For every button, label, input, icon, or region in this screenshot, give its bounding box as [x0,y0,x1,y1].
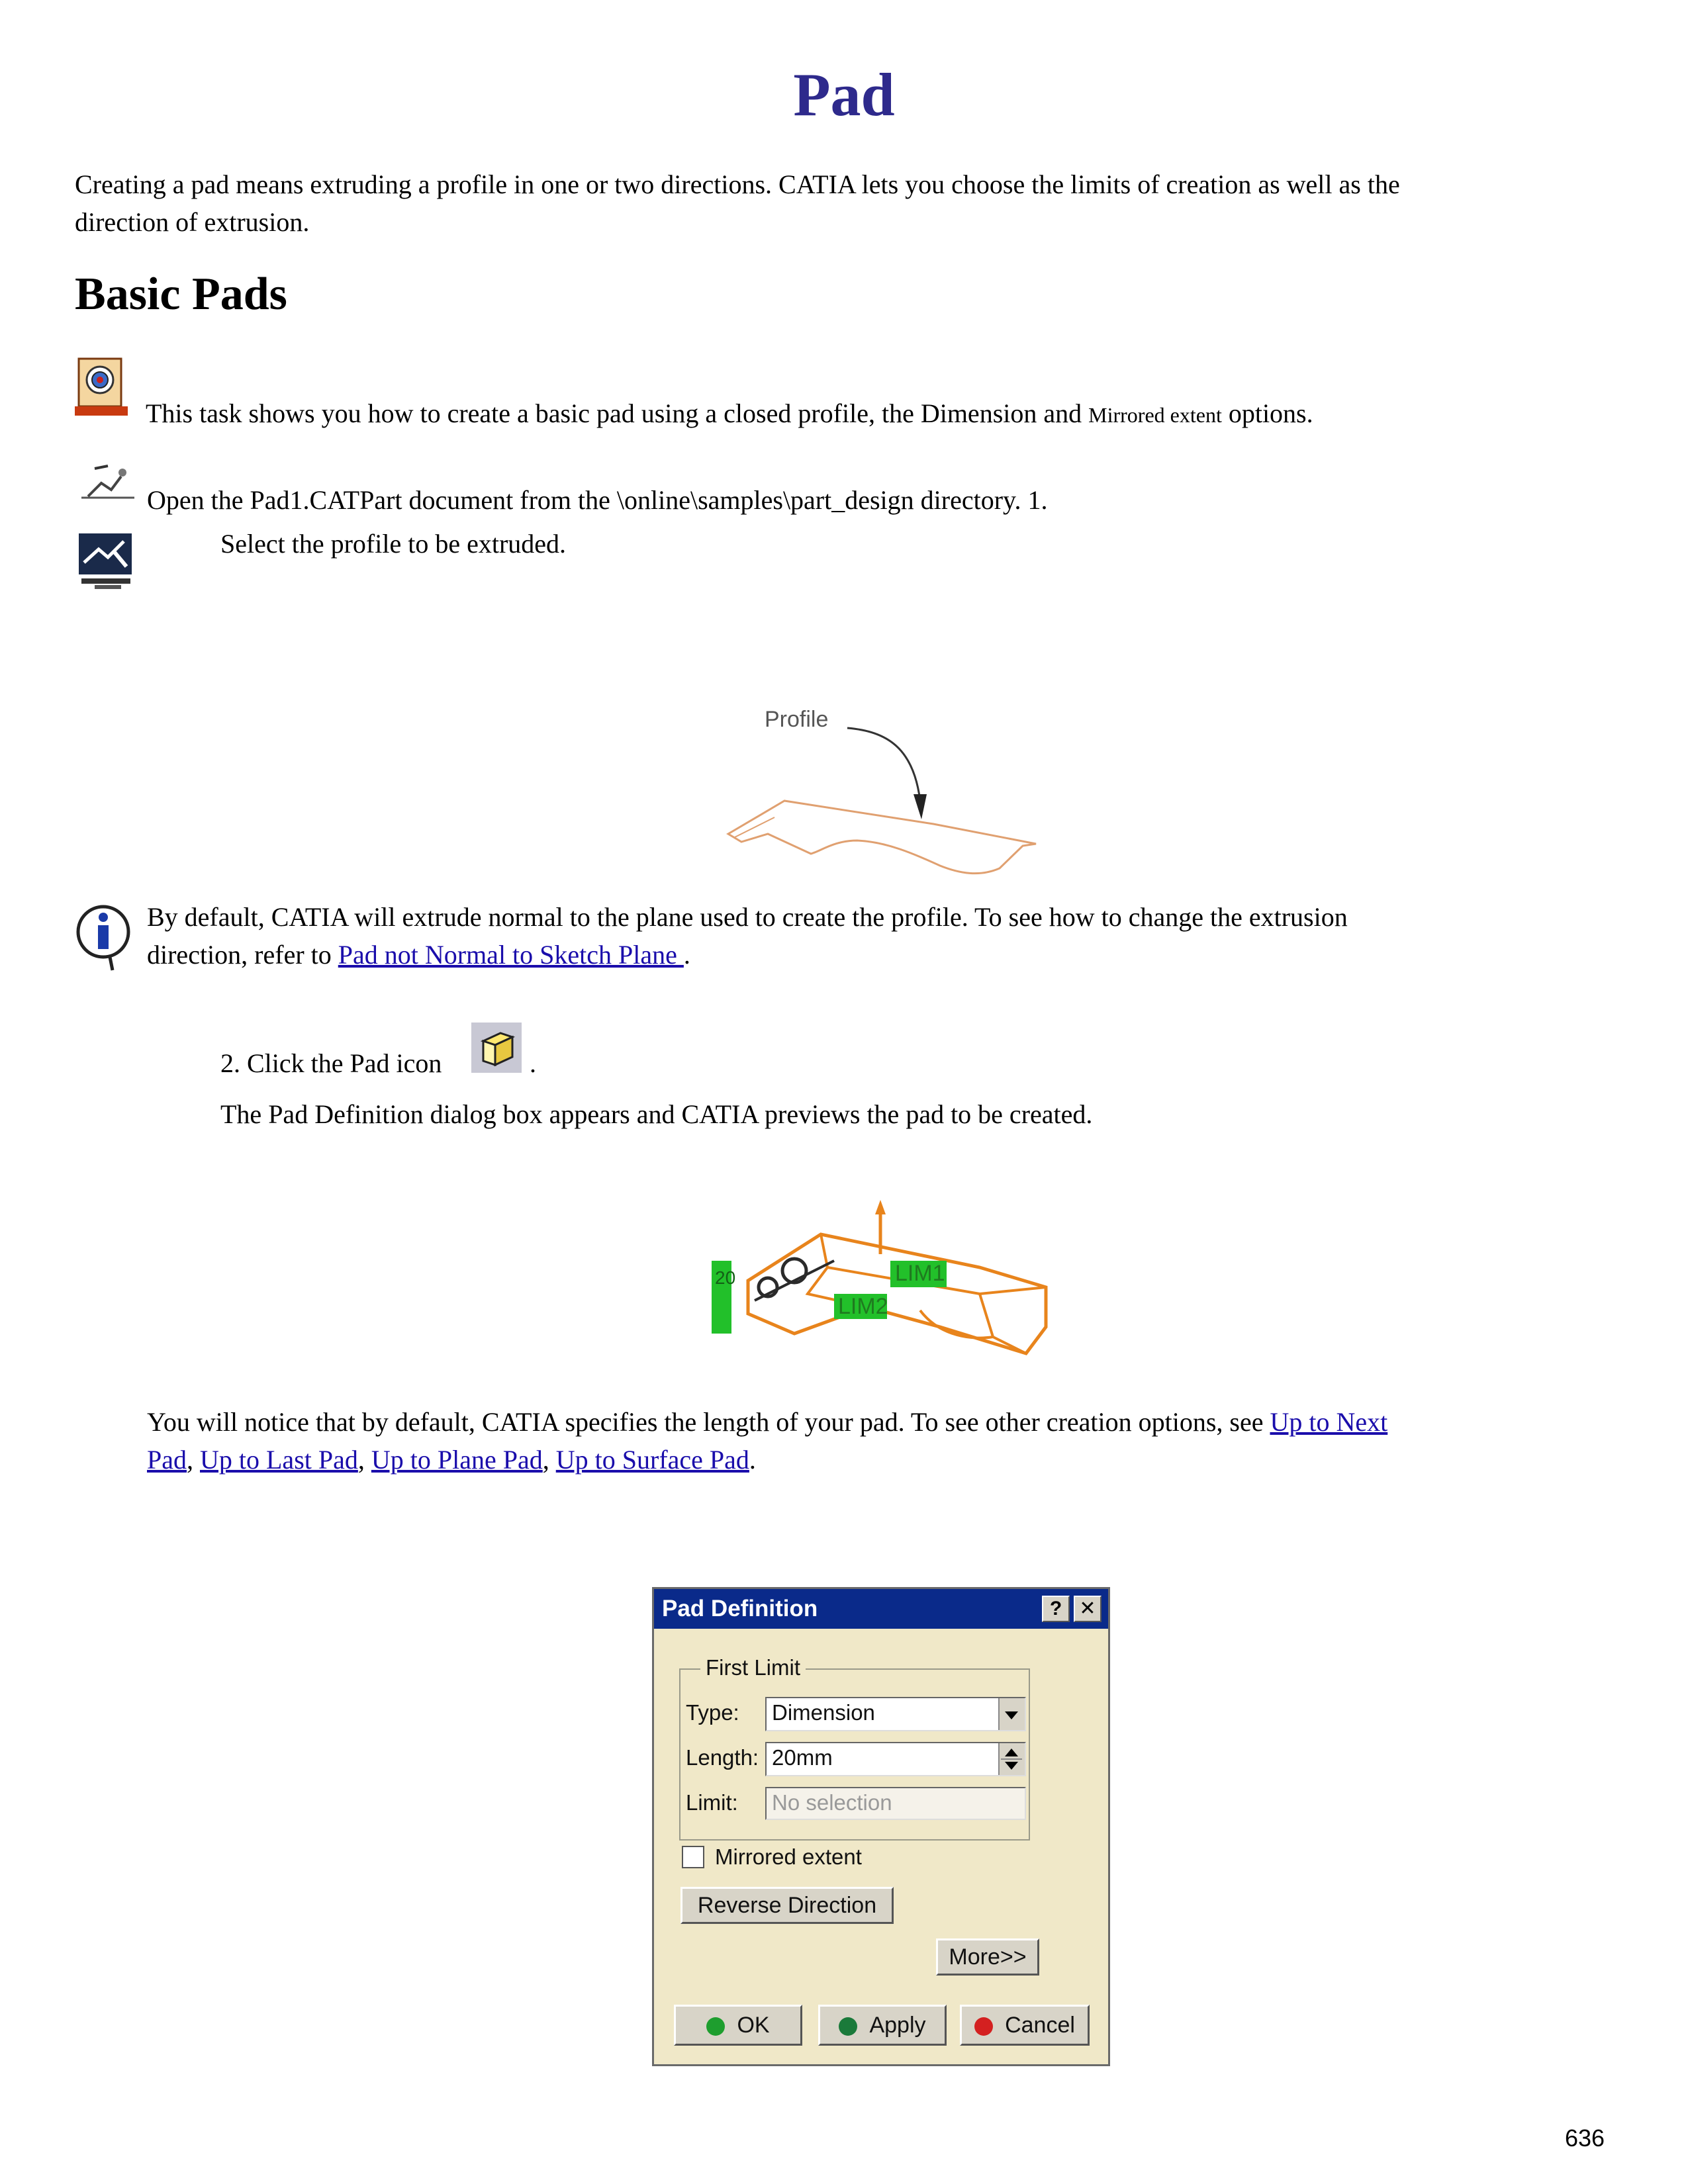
ok-button[interactable]: OK [674,2005,802,2046]
link-up-to-next-pad-cont[interactable]: Pad [147,1445,187,1475]
dialog-titlebar[interactable] [654,1589,1108,1629]
task-description: This task shows you how to create a basic pad using a closed profile, the Dimension and Mirrored extent options. [146,398,1313,428]
mirrored-extent-label: Mirrored extent [715,1844,862,1869]
info-note-icon [73,901,139,974]
link-pad-not-normal[interactable]: Pad not Normal to Sketch Plane [338,940,684,970]
apply-icon [839,2017,857,2036]
pad-definition-dialog [652,1587,1110,2066]
mirrored-extent-checkbox[interactable] [682,1846,704,1868]
link-up-to-last-pad[interactable]: Up to Last Pad [200,1445,358,1475]
preview-value-label: 20 [715,1267,736,1288]
link-up-to-next-pad[interactable]: Up to Next [1270,1407,1388,1437]
dialog-title: Pad Definition [662,1596,818,1621]
link-up-to-plane-pad[interactable]: Up to Plane Pad [371,1445,543,1475]
profile-label: Profile [765,707,829,732]
type-label: Type: [686,1700,739,1725]
intro-line-2: direction of extrusion. [75,207,310,237]
cancel-icon [974,2017,993,2036]
cancel-button[interactable]: Cancel [960,2005,1090,2046]
profile-figure [715,695,1046,887]
note-line-1: By default, CATIA will extrude normal to the plane used to create the profile. To see how to change the extrusion [147,902,1348,932]
chevron-down-icon[interactable] [998,1698,1025,1730]
open-document-icon [75,463,140,503]
limit-label: Limit: [686,1790,738,1815]
section-heading: Basic Pads [75,269,287,320]
step-2-period: . [530,1048,536,1078]
pad-icon[interactable] [471,1023,522,1073]
lim1-label: LIM1 [895,1261,945,1286]
length-label: Length: [686,1745,759,1770]
type-value: Dimension [772,1700,875,1725]
length-input[interactable] [765,1742,1026,1776]
lim2-label: LIM2 [838,1294,888,1319]
creation-options-paragraph [147,1403,1603,1479]
notice-line-1: You will notice that by default, CATIA specifies the length of your pad. To see other creation options, see Up to Next [147,1407,1388,1437]
first-limit-legend: First Limit [700,1655,806,1680]
page-title: Pad [793,61,895,128]
step-2-text: 2. Click the Pad icon [220,1048,442,1078]
limit-selection-field[interactable] [765,1787,1026,1820]
close-button[interactable]: ✕ [1074,1596,1102,1622]
step-2-result: The Pad Definition dialog box appears and CATIA previews the pad to be created. [220,1099,1093,1129]
step-select-text: Select the profile to be extruded. [220,529,567,559]
default-direction-note [147,898,1603,974]
select-profile-icon [75,529,138,592]
notice-line-2: Pad, Up to Last Pad, Up to Plane Pad, Up to Surface Pad. [147,1445,756,1475]
help-button[interactable]: ? [1042,1596,1070,1622]
step-open-text: Open the Pad1.CATPart document from the \online\samples\part_design directory. 1. [147,485,1048,515]
note-line-2: direction, refer to Pad not Normal to Sketch Plane . [147,940,690,970]
pad-preview-figure [702,1195,1059,1387]
length-value: 20mm [772,1745,833,1770]
reverse-direction-button[interactable]: Reverse Direction [680,1887,894,1924]
type-select[interactable] [765,1697,1026,1731]
limit-placeholder: No selection [772,1790,892,1815]
page-number: 636 [1565,2124,1605,2152]
apply-button[interactable]: Apply [818,2005,947,2046]
task-target-icon [75,356,129,422]
more-button[interactable]: More>> [936,1938,1039,1976]
intro-line-1: Creating a pad means extruding a profile in one or two directions. CATIA lets you choose the limits of creation as well as the [75,169,1400,199]
ok-icon [706,2017,725,2036]
length-stepper[interactable] [998,1743,1025,1775]
link-up-to-surface-pad[interactable]: Up to Surface Pad [555,1445,749,1475]
intro-paragraph [75,165,1611,241]
